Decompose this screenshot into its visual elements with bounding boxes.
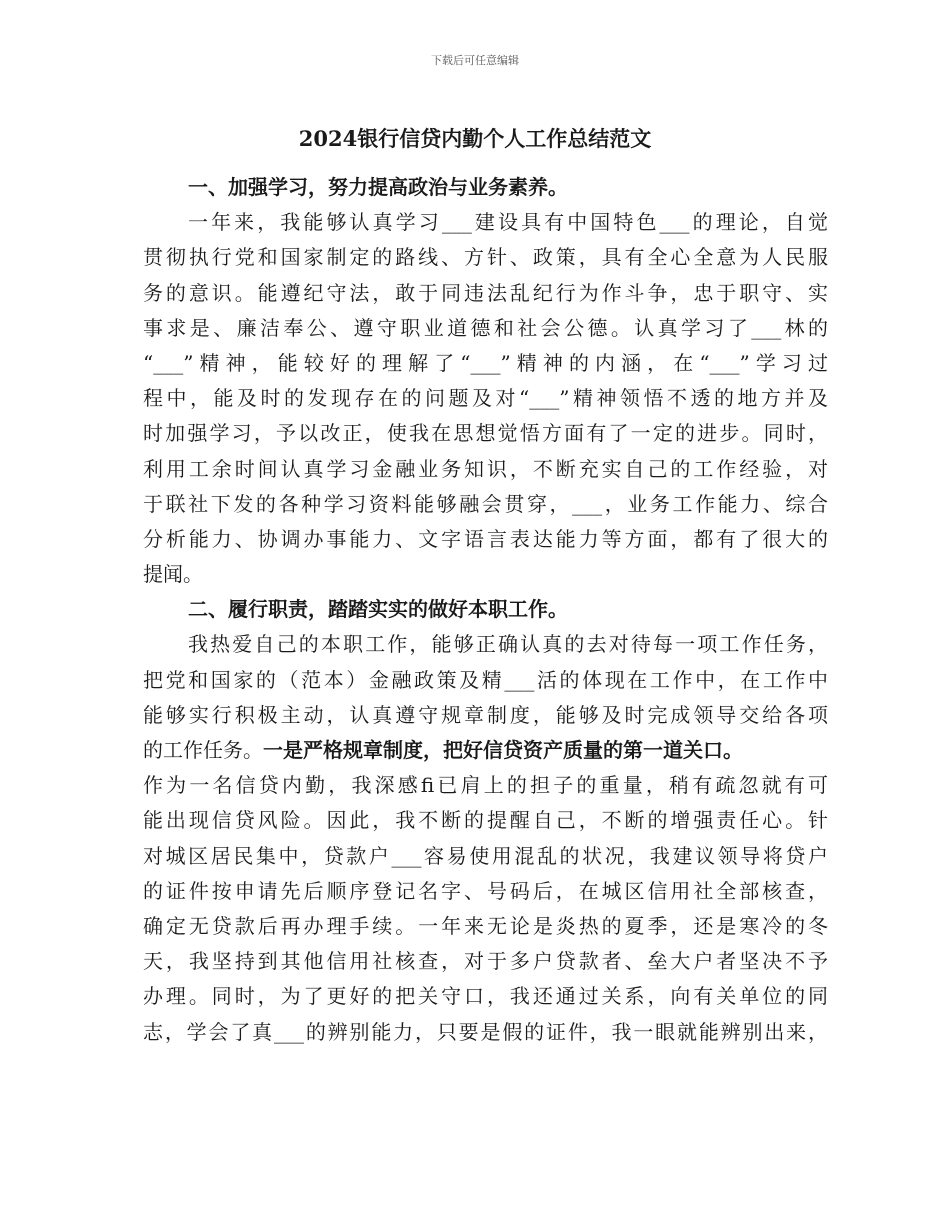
paragraph-line: 确定无贷款后再办理手续。一年来无论是炎热的夏季，还是寒冷的冬 xyxy=(143,913,828,938)
paragraph-line: 一年来，我能够认真学习___建设具有中国特色___的理论，自觉 xyxy=(188,210,828,235)
bold-key-point: 一是严格规章制度，把好信贷资产质量的第一道关口。 xyxy=(263,738,743,762)
paragraph-line: 志，学会了真___的辨别能力，只要是假的证件，我一眼就能辨别出来， xyxy=(143,1019,828,1044)
document-body xyxy=(143,170,828,1050)
paragraph-line-mixed xyxy=(143,733,828,768)
paragraph-line: 事求是、廉洁奉公、遵守职业道德和社会公德。认真学习了___林的 xyxy=(143,315,828,340)
document-title: 2024银行信贷内勤个人工作总结范文 xyxy=(298,126,652,151)
paragraph-line: 的证件按申请先后顺序登记名字、号码后，在城区信用社全部核查， xyxy=(143,878,828,903)
paragraph-line: 天，我坚持到其他信用社核查，对于多户贷款者、垒大户者坚决不予 xyxy=(143,949,828,974)
paragraph-line: 作为一名信贷内勤，我深感fi已肩上的担子的重量，稍有疏忽就有可 xyxy=(143,773,828,798)
paragraph-line: 利用工余时间认真学习金融业务知识，不断充实自己的工作经验，对 xyxy=(143,456,828,481)
paragraph-line: 贯彻执行党和国家制定的路线、方针、政策，具有全心全意为人民服 xyxy=(143,245,828,270)
paragraph-line: 能够实行积极主动，认真遵守规章制度，能够及时完成领导交给各项 xyxy=(143,702,828,727)
paragraph-line: 时加强学习，予以改正，使我在思想觉悟方面有了一定的进步。同时， xyxy=(143,421,828,446)
paragraph-line: 能出现信贷风险。因此，我不断的提醒自己，不断的增强责任心。针 xyxy=(143,808,828,833)
page-header-note: 下载后可任意编辑 xyxy=(431,54,519,67)
section-heading-1: 一、加强学习，努力提高政治与业务素养。 xyxy=(188,175,568,199)
paragraph-line: 程中，能及时的发现存在的问题及对“___”精神领悟不透的地方并及 xyxy=(143,386,828,411)
section-heading-2: 二、履行职责，踏踏实实的做好本职工作。 xyxy=(188,597,568,622)
paragraph-line: 于联社下发的各种学习资料能够融会贯穿，___，业务工作能力、综合 xyxy=(143,491,828,516)
paragraph-text: 的工作任务。 xyxy=(143,738,263,762)
paragraph-line: 提闻。 xyxy=(143,562,203,587)
paragraph-line: 办理。同时，为了更好的把关守口，我还通过关系，向有关单位的同 xyxy=(143,984,828,1009)
paragraph-line: 务的意识。能遵纪守法，敢于同违法乱纪行为作斗争，忠于职守、实 xyxy=(143,280,828,305)
paragraph-line: “___”精神，能较好的理解了“___”精神的内涵，在“___”学习过 xyxy=(143,350,828,375)
paragraph-line: 对城区居民集中，贷款户___容易使用混乱的状况，我建议领导将贷户 xyxy=(143,843,828,868)
paragraph-line: 分析能力、协调办事能力、文字语言表达能力等方面，都有了很大的 xyxy=(143,526,828,551)
paragraph-line: 把党和国家的（范本）金融政策及精___活的体现在工作中，在工作中 xyxy=(143,667,828,692)
paragraph-line: 我热爱自己的本职工作，能够正确认真的去对待每一项工作任务， xyxy=(188,632,828,657)
